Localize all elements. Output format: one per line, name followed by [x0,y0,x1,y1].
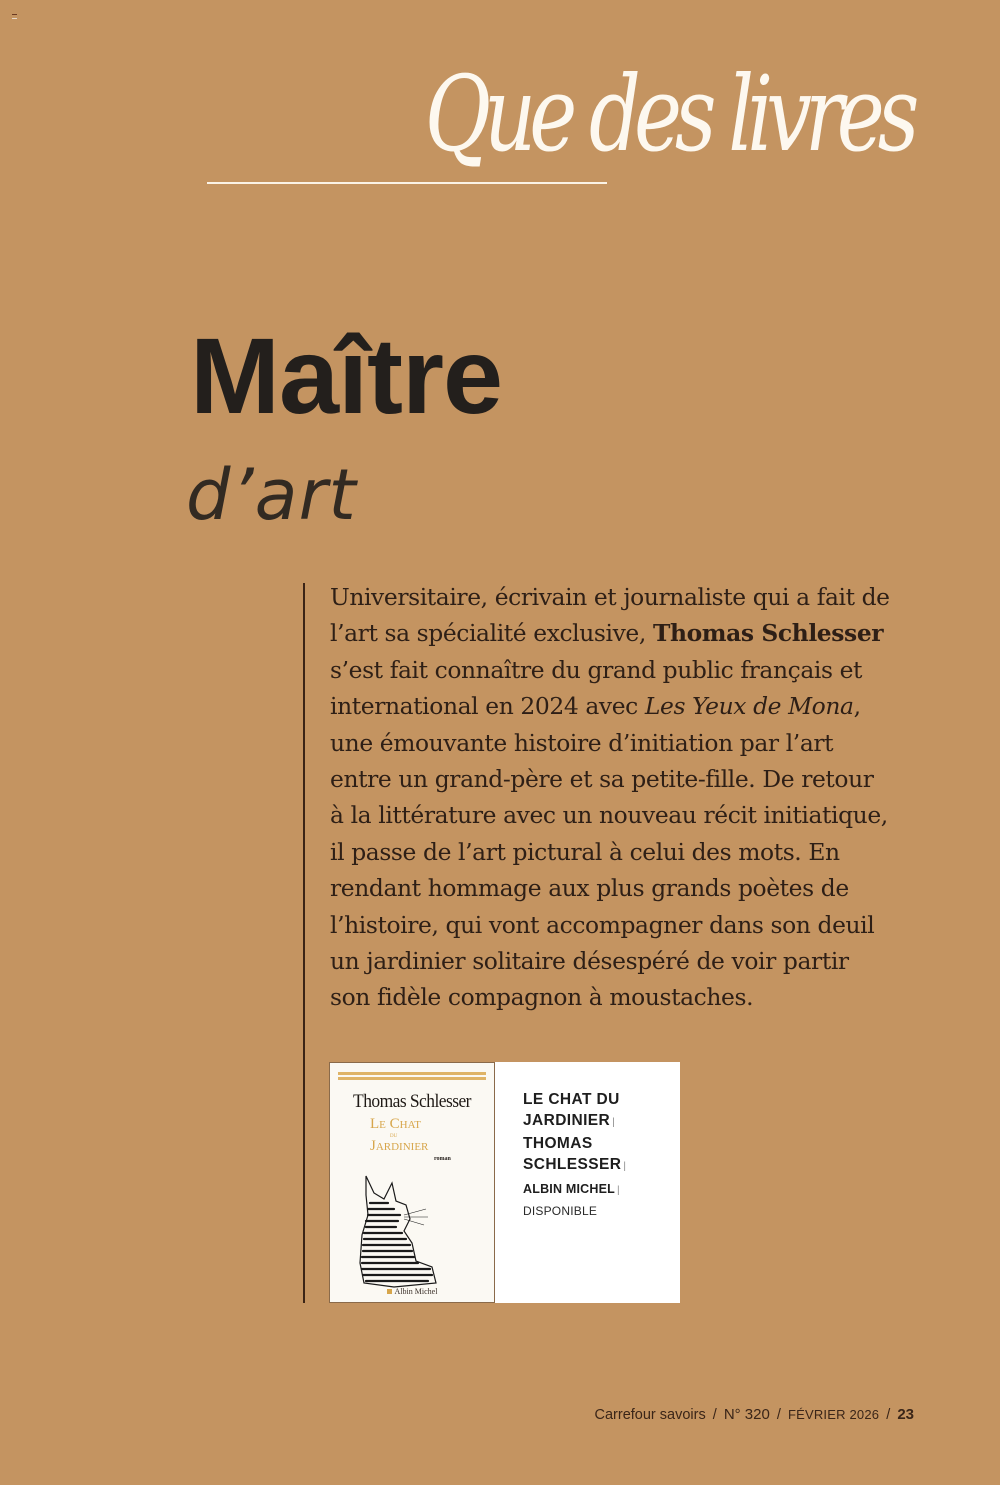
book-title-line: JARDINIER | [523,1112,616,1129]
page-number: 23 [897,1406,914,1423]
cover-publisher: Albin Michel [330,1287,494,1296]
body-line: il passe de l’art pictural à celui des mots. En [330,837,840,866]
issue-date: FÉVRIER 2026 [787,1407,880,1422]
article-headline: Maître [190,315,503,436]
page-corner-mark [12,14,17,19]
body-line: à la littérature avec un nouveau récit initiatique, [330,801,888,830]
author-name-bold: Thomas Schlesser [652,619,884,648]
body-line: international en 2024 avec Les Yeux de Mona, [330,692,861,721]
body-line: rendant hommage aux plus grands poètes de [330,874,849,903]
cat-illustration-icon [354,1171,454,1291]
section-rule [207,182,607,184]
cover-genre: roman [434,1156,451,1162]
book-availability: DISPONIBLE [523,1204,598,1218]
article-subheadline: d’art [186,454,357,536]
section-title: Que des livres [424,53,912,175]
body-line: s’est fait connaître du grand public français et [330,655,863,684]
book-publisher: ALBIN MICHEL | [523,1182,620,1196]
publication-name: Carrefour savoirs [594,1407,706,1423]
article-body [330,579,930,1016]
cover-author: Thomas Schlesser [353,1091,471,1112]
page-footer: Carrefour savoirs / N° 320 / FÉVRIER 2026 / 23 [594,1406,914,1423]
body-line: une émouvante histoire d’initiation par l’art [330,728,834,757]
body-line: l’histoire, qui vont accompagner dans son deuil [330,910,875,939]
body-line: un jardinier solitaire désespéré de voir partir [330,947,849,976]
book-author-line: THOMAS [523,1135,593,1152]
book-info [523,1089,673,1222]
cover-tagline [338,1070,486,1082]
vertical-rule [303,583,305,1303]
body-line: l’art sa spécialité exclusive, Thomas Schlesser [330,619,884,648]
body-line: son fidèle compagnon à moustaches. [330,983,754,1012]
cover-title: Le Chat du Jardinier [370,1116,429,1154]
book-cover-image [329,1062,495,1303]
issue-number: N° 320 [723,1406,770,1423]
body-line: Universitaire, écrivain et journaliste qui a fait de [330,583,890,611]
body-line: entre un grand-père et sa petite-fille. De retour [330,765,874,794]
previous-book-title: Les Yeux de Mona [644,692,854,721]
book-card [329,1062,680,1303]
book-title-line: LE CHAT DU [523,1091,620,1108]
book-author-line: SCHLESSER | [523,1156,627,1173]
